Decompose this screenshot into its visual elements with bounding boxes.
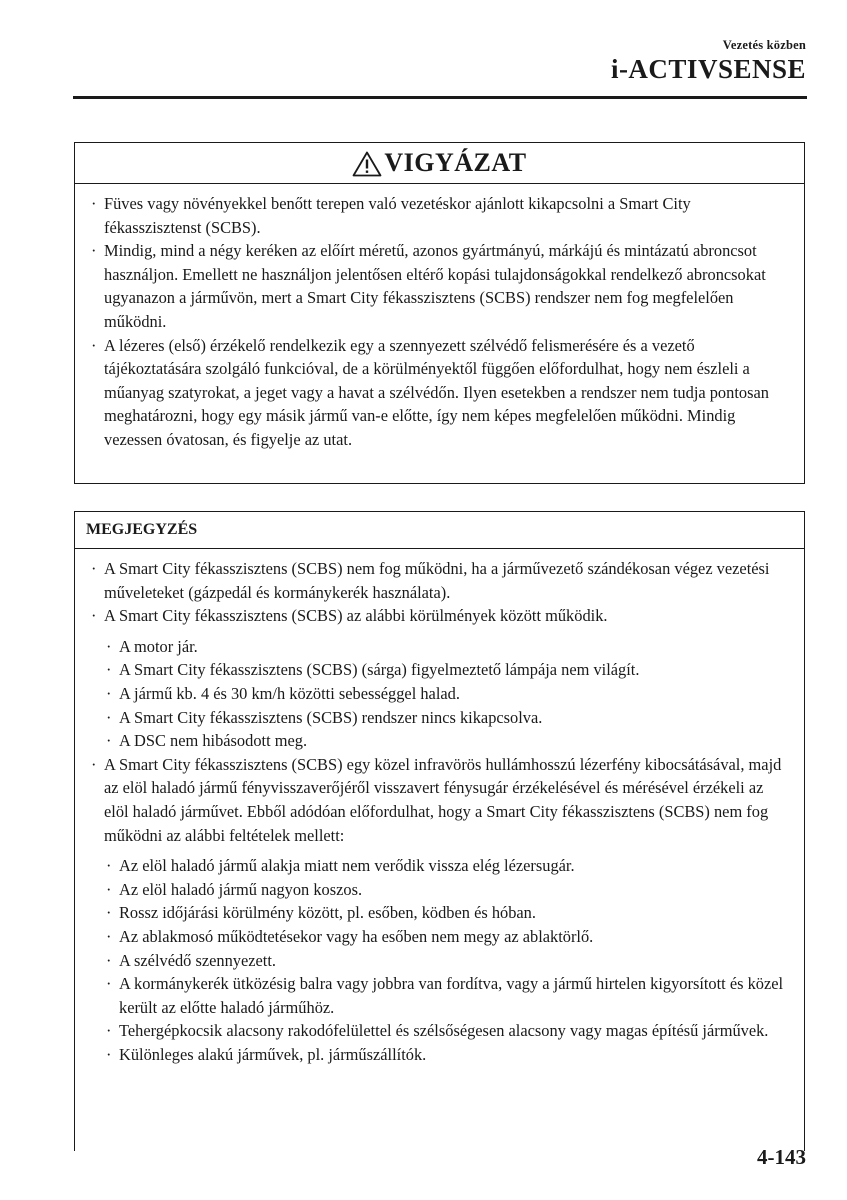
sub-list-item: · A szélvédő szennyezett. [106,950,277,970]
warning-title: VIGYÁZAT [384,148,527,177]
list-item: · Füves vagy növényekkel benőtt terepen való vezetéskor ajánlott kikapcsolni a Smart City fékasszisztenst (SCBS). [91,194,691,237]
warning-triangle-icon [352,151,382,177]
sub-list-item: · Az elöl haladó jármű alakja miatt nem verődik vissza elég lézersugár. [106,856,575,876]
warning-box [74,142,805,484]
list-item: · A Smart City fékasszisztens (SCBS) nem fog működni, ha a járművezető szándékosan végez vezetési műveleteket (gázpedál és kormánykerék használata). [91,559,770,602]
page-title: i-ACTIVSENSE [610,54,806,84]
section-label: Vezetés közben [722,38,806,52]
list-item: · A lézeres (első) érzékelő rendelkezik egy a szennyezett szélvédő felismerésére és a vezető tájékoztatására szolgáló funkcióval, de a körülményektől függően előfordulhat, hogy nem észleli a műanyag szatyrokat, a jeget vagy a havat a szélvédőn. Ilyen esetekben a rendszer nem tudja pontosan meghatározni, hogy egy másik jármű van-e előtte, így nem képes megfelelően működni. Mindig vezessen óvatosan, és figyelje az utat. [91,335,769,449]
list-item: · A Smart City fékasszisztens (SCBS) egy közel infravörös hullámhosszú lézerfény kibocsátásával, majd az elöl haladó jármű fényvisszaverőjéről visszavert fénysugár érzékelésével és mérésével érzékeli az elöl haladó járművet. Ebből adódóan előfordulhat, hogy a Smart City fékasszisztens (SCBS) nem fog működni az alábbi feltételek mellett: · Az elöl haladó jármű alakja miatt nem verődik vissza elég lézersugár. · Az elöl haladó jármű nagyon koszos. · Rossz időjárási körülmény között, pl. esőben, ködben és hóban. · Az ablakmosó működtetésekor vagy ha esőben nem megy az ablaktörlő. · A szélvédő szennyezett. · A kormánykerék ütközésig balra vagy jobbra van fordítva, vagy a jármű hirtelen kigyorsított és közel került az előtte haladó járműhöz. · Tehergépkocsik alacsony rakodófelülettel és szélsőségesen alacsony vagy magas építésű járművek. · Különleges alakú járművek, pl. járműszállítók. [90,753,790,1067]
sub-list-item: · A Smart City fékasszisztens (SCBS) rendszer nincs kikapcsolva. [106,707,543,727]
list-item: · Mindig, mind a négy keréken az előírt méretű, azonos gyártmányú, márkájú és mintázatú abroncsot használjon. Emellett ne használjon jelentősen eltérő kopási tulajdonságokkal rendelkező abroncsokat ugyanazon a járművön, mert a Smart City fékasszisztens (SCBS) rendszer nem fog megfelelően működni. [91,241,766,331]
sub-list-item: · A motor jár. [106,636,198,656]
list-item: · A Smart City fékasszisztens (SCBS) az alábbi körülmények között működik. · A motor jár. · A Smart City fékasszisztens (SCBS) (sárga) figyelmeztető lámpája nem világít. · A jármű kb. 4 és 30 km/h közötti sebességgel halad. · A Smart City fékasszisztens (SCBS) rendszer nincs kikapcsolva. · A DSC nem hibásodott meg. [90,604,790,753]
note-header: MEGJEGYZÉS [75,512,804,549]
sub-list-item: · A kormánykerék ütközésig balra vagy jobbra van fordítva, vagy a jármű hirtelen kigyorsított és közel került az előtte haladó járműhöz. [106,974,784,1017]
sub-list-item: · Tehergépkocsik alacsony rakodófelülettel és szélsőségesen alacsony vagy magas építésű járművek. [106,1021,769,1041]
warning-header [75,143,804,184]
operating-conditions-list [105,635,790,753]
page-number: 4-143 [757,1145,806,1169]
sub-list-item: · Rossz időjárási körülmény között, pl. esőben, ködben és hóban. [106,903,536,923]
header-divider [73,96,807,99]
note-box [74,511,805,1151]
sub-list-item: · A Smart City fékasszisztens (SCBS) (sárga) figyelmeztető lámpája nem világít. [106,660,640,680]
sub-list-item: · Az elöl haladó jármű nagyon koszos. [106,879,363,899]
sub-list-item: · A jármű kb. 4 és 30 km/h közötti sebességgel halad. [106,683,460,703]
note-body [75,549,804,1066]
warning-body [75,184,804,452]
limitations-list [105,854,790,1066]
sub-list-item: · Különleges alakú járművek, pl. járműszállítók. [106,1044,427,1064]
sub-list-item: · Az ablakmosó működtetésekor vagy ha esőben nem megy az ablaktörlő. [106,926,594,946]
sub-list-item: · A DSC nem hibásodott meg. [106,731,308,751]
